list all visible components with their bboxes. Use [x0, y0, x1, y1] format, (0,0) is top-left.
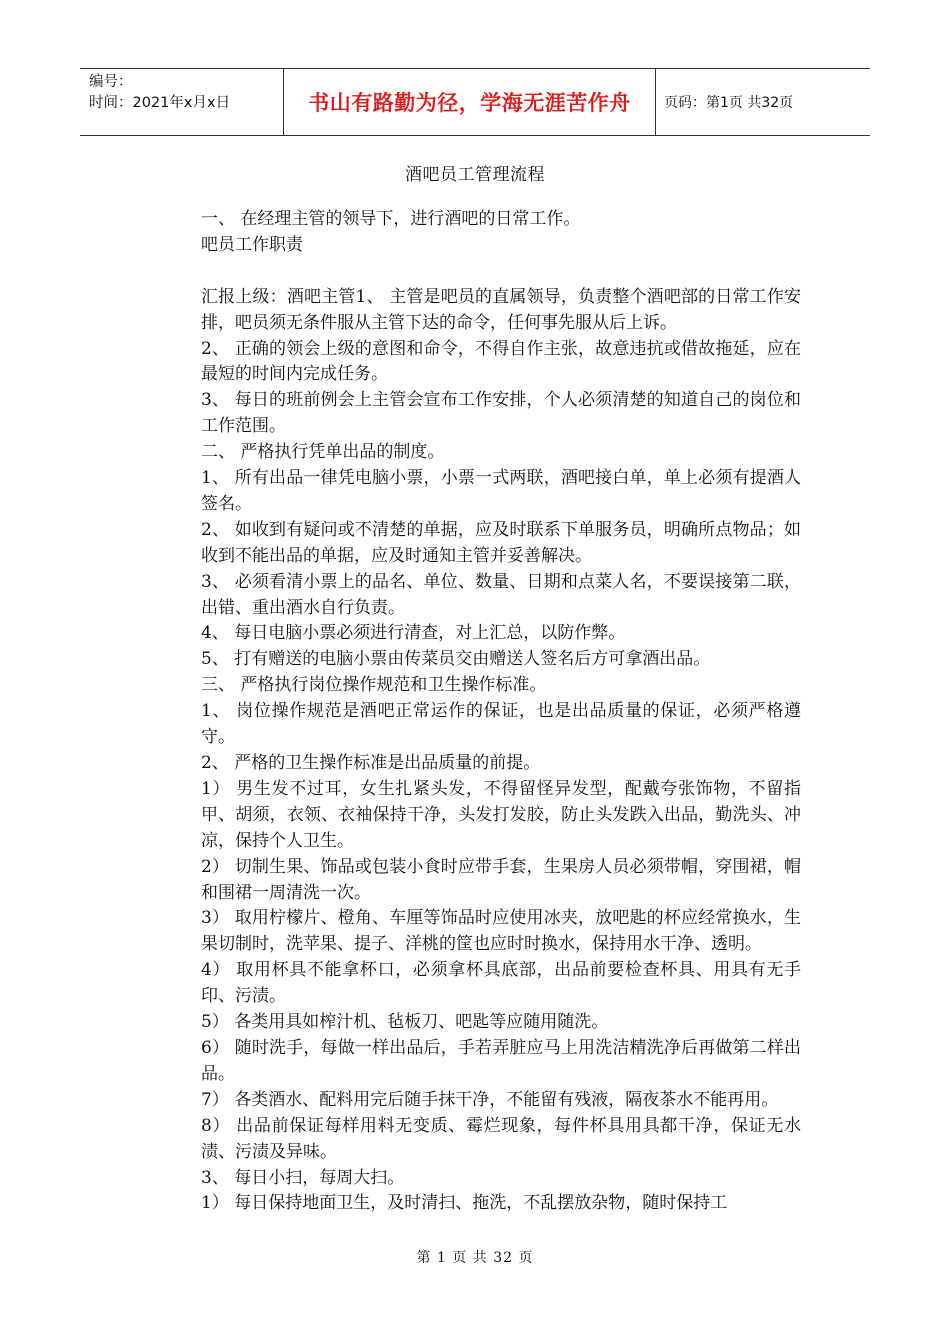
paragraph: 3、 每日小扫，每周大扫。: [201, 1167, 405, 1188]
paragraph: 1、 所有出品一律凭电脑小票，小票一式两联，酒吧接白单，单上必须有提酒人签名。: [201, 468, 801, 514]
paragraph: 汇报上级：酒吧主管1、 主管是吧员的直属领导，负责整个酒吧部的日常工作安排，吧员须无条件服从主管下达的命令，任何事先服从后上诉。: [201, 286, 801, 333]
blank-line: [201, 259, 801, 285]
paragraph: 三、 严格执行岗位操作规范和卫生操作标准。: [201, 675, 547, 696]
header-meta: [80, 69, 283, 135]
paragraph: 2、 如收到有疑问或不清楚的单据，应及时联系下单服务员，明确所点物品；如收到不能出品的单据，应及时通知主管并妥善解决。: [201, 519, 801, 566]
motto: 书山有路勤为径，学海无涯苦作舟: [283, 69, 656, 135]
paragraph: 2） 切制生果、饰品或包装小食时应带手套，生果房人员必须带帽，穿围裙，帽和围裙一周清洗一次。: [201, 856, 801, 903]
paragraph: 8） 出品前保证每样用料无变质、霉烂现象，每件杯具用具都干净，保证无水渍、污渍及异味。: [201, 1115, 801, 1162]
document-title: 酒吧员工管理流程: [405, 165, 545, 185]
paragraph: 吧员工作职责: [201, 234, 303, 255]
paragraph: 2、 严格的卫生操作标准是出品质量的前提。: [201, 753, 541, 774]
paragraph: 1） 每日保持地面卫生，及时清扫、拖洗，不乱摆放杂物，随时保持工: [201, 1193, 728, 1214]
paragraph: 3、 必须看清小票上的品名、单位、数量、日期和点菜人名，不要误接第二联，出错、重出酒水自行负责。: [201, 571, 801, 618]
number-label: 编号：: [89, 74, 133, 90]
paragraph: 3、 每日的班前例会上主管会宣布工作安排，个人必须清楚的知道自己的岗位和工作范围。: [201, 390, 801, 437]
paragraph: 二、 严格执行凭单出品的制度。: [201, 442, 445, 463]
paragraph: 1） 男生发不过耳，女生扎紧头发，不得留怪异发型，配戴夸张饰物，不留指甲、胡须，衣领、衣袖保持干净，头发打发胶，防止头发跌入出品，勤洗头、冲凉，保持个人卫生。: [201, 778, 801, 851]
header-page-info: 页码：第1页 共32页: [664, 95, 794, 111]
document-body: [201, 207, 801, 1217]
paragraph: 3） 取用柠檬片、橙角、车厘等饰品时应使用冰夹，放吧匙的杯应经常换水，生果切制时，洗苹果、提子、洋桃的筐也应时时换水，保持用水干净、透明。: [201, 908, 801, 955]
paragraph: 6） 随时洗手，每做一样出品后，手若弄脏应马上用洗洁精洗净后再做第二样出品。: [201, 1037, 801, 1084]
paragraph: 4、 每日电脑小票必须进行清查，对上汇总，以防作弊。: [201, 623, 626, 644]
paragraph: 4） 取用杯具不能拿杯口，必须拿杯具底部，出品前要检查杯具、用具有无手印、污渍。: [201, 960, 801, 1007]
paragraph: 2、 正确的领会上级的意图和命令，不得自作主张，故意违抗或借故拖延，应在最短的时间内完成任务。: [201, 338, 801, 385]
paragraph: 1、 岗位操作规范是酒吧正常运作的保证，也是出品质量的保证，必须严格遵守。: [201, 701, 801, 748]
document-header: [80, 68, 870, 136]
paragraph: 一、 在经理主管的领导下，进行酒吧的日常工作。: [201, 209, 581, 229]
page-footer: 第 1 页 共 32 页: [416, 1250, 534, 1266]
time-label: 时间：2021年x月x日: [89, 95, 231, 111]
paragraph: 5、 打有赠送的电脑小票由传菜员交由赠送人签名后方可拿酒出品。: [201, 649, 711, 670]
paragraph: 7） 各类酒水、配料用完后随手抹干净，不能留有残液，隔夜茶水不能再用。: [201, 1089, 779, 1110]
paragraph: 5） 各类用具如榨汁机、毡板刀、吧匙等应随用随洗。: [201, 1012, 609, 1033]
